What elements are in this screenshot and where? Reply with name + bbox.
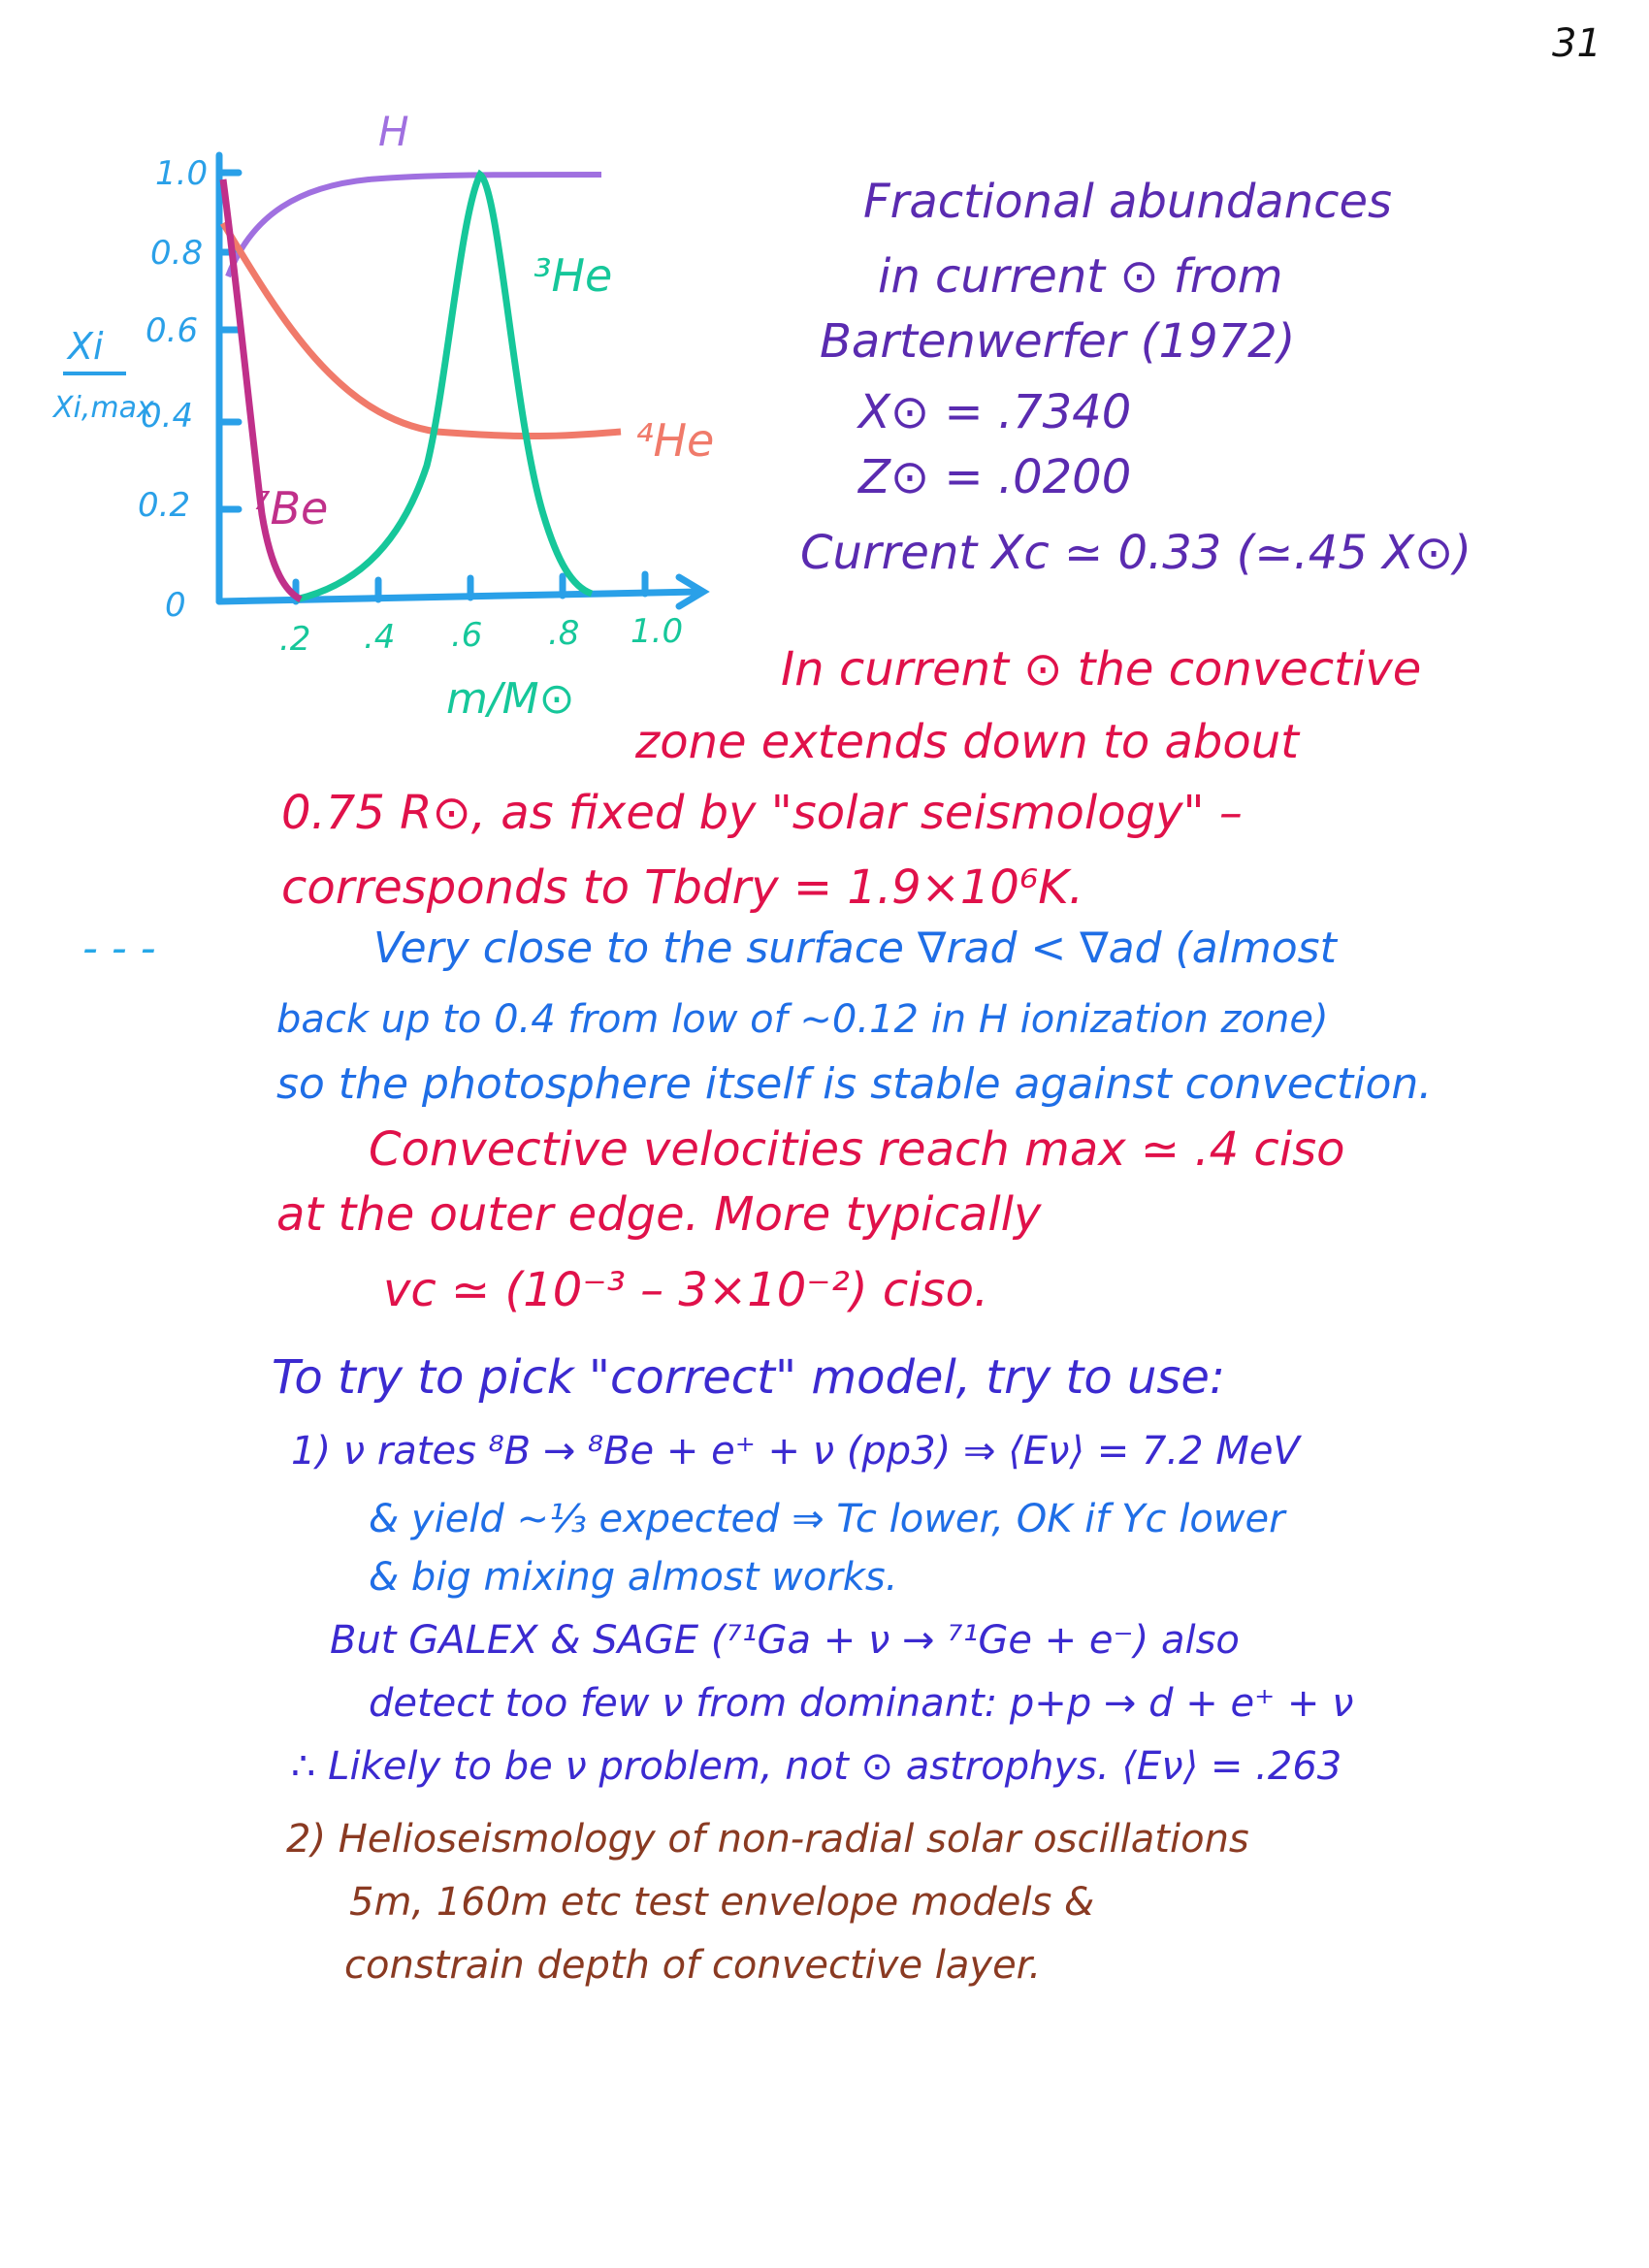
helio-note-1: 2) Helioseismology of non-radial solar oscillations (286, 1817, 1249, 1862)
convective-note-3: 0.75 R⊙, as fixed by "solar seismology" – (281, 786, 1243, 840)
y-axis-label-bottom: Xi,max (53, 391, 154, 425)
margin-dashes: - - - (82, 923, 156, 973)
x-tick-label: .8 (548, 614, 580, 653)
abundance-note-1: Fractional abundances (863, 175, 1393, 229)
y-tick-label: 0.2 (138, 486, 191, 525)
abundance-figure (19, 97, 718, 718)
abundance-note-3: Bartenwerfer (1972) (820, 314, 1296, 369)
figure-axes (219, 155, 703, 606)
gradient-note-3: so the photosphere itself is stable against convection. (276, 1059, 1433, 1109)
velocity-note-3: vc ≃ (10⁻³ – 3×10⁻²) ciso. (383, 1263, 989, 1317)
model-note-6: detect too few ν from dominant: p+p → d + e⁺ + ν (369, 1681, 1354, 1726)
model-note-1: To try to pick "correct" model, try to use: (272, 1350, 1226, 1405)
label-he3: ³He (534, 249, 613, 302)
y-tick-label: 0.8 (150, 234, 204, 273)
y-tick-label: 0.4 (141, 397, 194, 436)
model-note-5: But GALEX & SAGE (⁷¹Ga + ν → ⁷¹Ge + e⁻) also (330, 1618, 1240, 1663)
abundance-note-2: in current ⊙ from (878, 249, 1283, 304)
helio-note-3: constrain depth of convective layer. (344, 1943, 1042, 1988)
convective-note-4: corresponds to Tbdry = 1.9×10⁶K. (281, 860, 1083, 915)
label-he4: ⁴He (635, 414, 715, 467)
label-be7: ⁷Be (252, 482, 329, 535)
x-tick-label: .4 (364, 618, 396, 657)
y-tick-label: 0.6 (146, 311, 199, 350)
abundance-current-xc: Current Xc ≃ 0.33 (≃.45 X⊙) (800, 526, 1471, 580)
x-tick-label: 1.0 (630, 612, 684, 651)
x-tick-label: .2 (279, 620, 311, 659)
x-axis-label: m/M⊙ (446, 674, 575, 718)
abundance-x0: X⊙ = .7340 (858, 385, 1132, 439)
gradient-note-1: Very close to the surface ∇rad < ∇ad (almost (373, 923, 1337, 973)
convective-note-1: In current ⊙ the convective (781, 642, 1422, 697)
helio-note-2: 5m, 160m etc test envelope models & (349, 1880, 1095, 1925)
velocity-note-1: Convective velocities reach max ≃ .4 ciso (369, 1122, 1345, 1177)
abundance-z0: Z⊙ = .0200 (858, 450, 1132, 504)
y-tick-label: 1.0 (155, 154, 209, 193)
y-tick-label: 0 (165, 586, 186, 625)
page-number: 31 (1552, 21, 1601, 66)
label-h: H (378, 108, 409, 155)
gradient-note-2: back up to 0.4 from low of ~0.12 in H ionization zone) (276, 997, 1329, 1042)
velocity-note-2: at the outer edge. More typically (276, 1187, 1042, 1242)
model-note-4: & big mixing almost works. (369, 1555, 898, 1600)
convective-note-2: zone extends down to about (635, 715, 1299, 769)
x-tick-label: .6 (451, 616, 483, 655)
model-note-7: ∴ Likely to be ν problem, not ⊙ astrophys. ⟨Eν⟩ = .263 (291, 1744, 1342, 1789)
y-axis-label-top: Xi (68, 325, 104, 368)
model-note-3: & yield ~⅓ expected ⇒ Tc lower, OK if Yc lower (369, 1497, 1285, 1541)
model-note-2: 1) ν rates ⁸B → ⁸Be + e⁺ + ν (pp3) ⇒ ⟨Eν⟩ = 7.2 MeV (291, 1429, 1300, 1474)
